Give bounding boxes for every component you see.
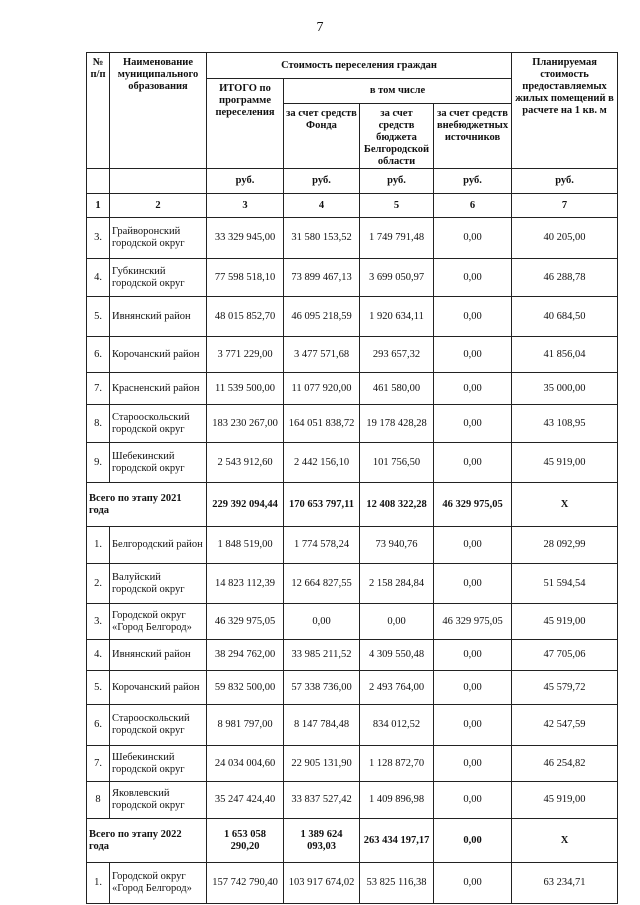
cell-num: 8. bbox=[87, 405, 110, 443]
cell-total: 2 543 912,60 bbox=[207, 443, 284, 483]
column-number: 6 bbox=[434, 194, 512, 218]
header-num: № п/п bbox=[87, 53, 110, 169]
cell-extrabudget: 46 329 975,05 bbox=[434, 483, 512, 527]
cell-fund: 57 338 736,00 bbox=[284, 671, 360, 705]
table-row bbox=[87, 527, 618, 564]
cell-fund: 170 653 797,11 bbox=[284, 483, 360, 527]
table-row bbox=[87, 297, 618, 337]
header-extrabudget: за счет средств внебюджетных источников bbox=[434, 104, 512, 169]
cell-municipality: Белгородский район bbox=[110, 527, 207, 564]
column-number: 4 bbox=[284, 194, 360, 218]
table-row bbox=[87, 705, 618, 746]
cell-planned-price: 51 594,54 bbox=[512, 564, 618, 604]
cell-extrabudget: 0,00 bbox=[434, 297, 512, 337]
unit-cell-empty bbox=[110, 169, 207, 194]
header-fund: за счет средств Фонда bbox=[284, 104, 360, 169]
cell-municipality: Валуйский городской округ bbox=[110, 564, 207, 604]
cell-planned-price: 42 547,59 bbox=[512, 705, 618, 746]
stage-total-row bbox=[87, 483, 618, 527]
cell-fund: 3 477 571,68 bbox=[284, 337, 360, 373]
cell-regional: 12 408 322,28 bbox=[360, 483, 434, 527]
cell-total: 48 015 852,70 bbox=[207, 297, 284, 337]
cell-total: 14 823 112,39 bbox=[207, 564, 284, 604]
cell-planned-price: 40 205,00 bbox=[512, 218, 618, 259]
table-row bbox=[87, 405, 618, 443]
cell-num: 3. bbox=[87, 218, 110, 259]
column-number: 7 bbox=[512, 194, 618, 218]
cell-planned-price: 46 288,78 bbox=[512, 259, 618, 297]
cell-municipality: Яковлевский городской округ bbox=[110, 782, 207, 819]
header-including: в том числе bbox=[284, 79, 512, 104]
cell-regional: 1 920 634,11 bbox=[360, 297, 434, 337]
cell-fund: 164 051 838,72 bbox=[284, 405, 360, 443]
column-number: 1 bbox=[87, 194, 110, 218]
cell-extrabudget: 0,00 bbox=[434, 671, 512, 705]
cell-municipality: Корочанский район bbox=[110, 671, 207, 705]
cell-num: 4. bbox=[87, 259, 110, 297]
header-cost-group: Стоимость переселения граждан bbox=[207, 53, 512, 79]
cell-planned-price: X bbox=[512, 483, 618, 527]
table-row bbox=[87, 640, 618, 671]
cell-total: 157 742 790,40 bbox=[207, 863, 284, 904]
cell-regional: 1 409 896,98 bbox=[360, 782, 434, 819]
cell-municipality: Ивнянский район bbox=[110, 640, 207, 671]
cell-extrabudget: 0,00 bbox=[434, 443, 512, 483]
cell-total: 1 653 058 290,20 bbox=[207, 819, 284, 863]
table-row bbox=[87, 564, 618, 604]
cell-fund: 8 147 784,48 bbox=[284, 705, 360, 746]
cell-num: 8 bbox=[87, 782, 110, 819]
cell-regional: 3 699 050,97 bbox=[360, 259, 434, 297]
table-row bbox=[87, 746, 618, 782]
cell-fund: 73 899 467,13 bbox=[284, 259, 360, 297]
cell-municipality: Старооскольский городской округ bbox=[110, 405, 207, 443]
cell-total: 8 981 797,00 bbox=[207, 705, 284, 746]
cell-regional: 4 309 550,48 bbox=[360, 640, 434, 671]
table-row bbox=[87, 604, 618, 640]
cell-num: 3. bbox=[87, 604, 110, 640]
cell-num: 6. bbox=[87, 705, 110, 746]
cell-extrabudget: 0,00 bbox=[434, 819, 512, 863]
table-row bbox=[87, 443, 618, 483]
cell-fund: 2 442 156,10 bbox=[284, 443, 360, 483]
cell-num: 5. bbox=[87, 671, 110, 705]
cell-total: 59 832 500,00 bbox=[207, 671, 284, 705]
cell-regional: 1 749 791,48 bbox=[360, 218, 434, 259]
cell-extrabudget: 0,00 bbox=[434, 527, 512, 564]
cell-total: 11 539 500,00 bbox=[207, 373, 284, 405]
column-number: 3 bbox=[207, 194, 284, 218]
cell-municipality: Ивнянский район bbox=[110, 297, 207, 337]
table-row bbox=[87, 218, 618, 259]
cell-municipality: Корочанский район bbox=[110, 337, 207, 373]
header-planned-price: Планируемая стоимость предоставляемых жилых помещений в расчете на 1 кв. м bbox=[512, 53, 618, 169]
table-row bbox=[87, 337, 618, 373]
cell-planned-price: 45 919,00 bbox=[512, 782, 618, 819]
cell-total: 35 247 424,40 bbox=[207, 782, 284, 819]
cell-fund: 33 837 527,42 bbox=[284, 782, 360, 819]
stage-total-label: Всего по этапу 2022 года bbox=[87, 819, 207, 863]
cell-regional: 73 940,76 bbox=[360, 527, 434, 564]
cell-num: 5. bbox=[87, 297, 110, 337]
cell-extrabudget: 0,00 bbox=[434, 259, 512, 297]
cell-total: 1 848 519,00 bbox=[207, 527, 284, 564]
unit-label: руб. bbox=[360, 169, 434, 194]
cell-extrabudget: 0,00 bbox=[434, 863, 512, 904]
table-row bbox=[87, 782, 618, 819]
unit-label: руб. bbox=[512, 169, 618, 194]
cell-planned-price: 45 579,72 bbox=[512, 671, 618, 705]
cell-num: 2. bbox=[87, 564, 110, 604]
cell-extrabudget: 0,00 bbox=[434, 405, 512, 443]
unit-label: руб. bbox=[284, 169, 360, 194]
cell-planned-price: 63 234,71 bbox=[512, 863, 618, 904]
cell-extrabudget: 0,00 bbox=[434, 564, 512, 604]
cell-total: 24 034 004,60 bbox=[207, 746, 284, 782]
cell-extrabudget: 46 329 975,05 bbox=[434, 604, 512, 640]
cell-total: 229 392 094,44 bbox=[207, 483, 284, 527]
cell-fund: 0,00 bbox=[284, 604, 360, 640]
cell-fund: 46 095 218,59 bbox=[284, 297, 360, 337]
cell-extrabudget: 0,00 bbox=[434, 373, 512, 405]
cell-municipality: Грайворонский городской округ bbox=[110, 218, 207, 259]
cell-extrabudget: 0,00 bbox=[434, 705, 512, 746]
cell-total: 3 771 229,00 bbox=[207, 337, 284, 373]
cell-fund: 33 985 211,52 bbox=[284, 640, 360, 671]
unit-label: руб. bbox=[207, 169, 284, 194]
cell-extrabudget: 0,00 bbox=[434, 782, 512, 819]
cell-fund: 11 077 920,00 bbox=[284, 373, 360, 405]
cell-num: 4. bbox=[87, 640, 110, 671]
cell-planned-price: 40 684,50 bbox=[512, 297, 618, 337]
header-regional: за счет средств бюджета Белгородской области bbox=[360, 104, 434, 169]
column-number: 5 bbox=[360, 194, 434, 218]
table-row bbox=[87, 259, 618, 297]
column-numbers-row bbox=[87, 194, 618, 218]
cell-regional: 834 012,52 bbox=[360, 705, 434, 746]
cell-planned-price: 45 919,00 bbox=[512, 604, 618, 640]
cell-regional: 263 434 197,17 bbox=[360, 819, 434, 863]
cell-planned-price: 35 000,00 bbox=[512, 373, 618, 405]
cell-extrabudget: 0,00 bbox=[434, 218, 512, 259]
cell-fund: 31 580 153,52 bbox=[284, 218, 360, 259]
cell-total: 38 294 762,00 bbox=[207, 640, 284, 671]
cell-planned-price: 46 254,82 bbox=[512, 746, 618, 782]
page-number: 7 bbox=[316, 20, 324, 35]
column-number: 2 bbox=[110, 194, 207, 218]
cell-num: 6. bbox=[87, 337, 110, 373]
cell-planned-price: 41 856,04 bbox=[512, 337, 618, 373]
cell-fund: 1 774 578,24 bbox=[284, 527, 360, 564]
cell-extrabudget: 0,00 bbox=[434, 640, 512, 671]
resettlement-cost-table bbox=[86, 52, 618, 904]
cell-regional: 2 493 764,00 bbox=[360, 671, 434, 705]
stage-total-label: Всего по этапу 2021 года bbox=[87, 483, 207, 527]
cell-planned-price: 45 919,00 bbox=[512, 443, 618, 483]
cell-fund: 22 905 131,90 bbox=[284, 746, 360, 782]
unit-cell-empty bbox=[87, 169, 110, 194]
cell-regional: 0,00 bbox=[360, 604, 434, 640]
cell-total: 33 329 945,00 bbox=[207, 218, 284, 259]
cell-municipality: Красненский район bbox=[110, 373, 207, 405]
cell-total: 183 230 267,00 bbox=[207, 405, 284, 443]
unit-label: руб. bbox=[434, 169, 512, 194]
header-municipality: Наименование муниципального образования bbox=[110, 53, 207, 169]
cell-regional: 101 756,50 bbox=[360, 443, 434, 483]
cell-municipality: Старооскольский городской округ bbox=[110, 705, 207, 746]
cell-municipality: Городской округ «Город Белгород» bbox=[110, 604, 207, 640]
cell-fund: 1 389 624 093,03 bbox=[284, 819, 360, 863]
cell-num: 7. bbox=[87, 746, 110, 782]
cell-extrabudget: 0,00 bbox=[434, 746, 512, 782]
cell-num: 7. bbox=[87, 373, 110, 405]
table-row bbox=[87, 671, 618, 705]
table-row bbox=[87, 373, 618, 405]
cell-total: 77 598 518,10 bbox=[207, 259, 284, 297]
cell-num: 9. bbox=[87, 443, 110, 483]
cell-planned-price: 43 108,95 bbox=[512, 405, 618, 443]
cell-regional: 1 128 872,70 bbox=[360, 746, 434, 782]
cell-planned-price: 47 705,06 bbox=[512, 640, 618, 671]
cell-total: 46 329 975,05 bbox=[207, 604, 284, 640]
cell-municipality: Губкинский городской округ bbox=[110, 259, 207, 297]
cell-municipality: Шебекинский городской округ bbox=[110, 746, 207, 782]
cell-municipality: Городской округ «Город Белгород» bbox=[110, 863, 207, 904]
cell-planned-price: 28 092,99 bbox=[512, 527, 618, 564]
cell-num: 1. bbox=[87, 863, 110, 904]
cell-fund: 12 664 827,55 bbox=[284, 564, 360, 604]
cell-regional: 461 580,00 bbox=[360, 373, 434, 405]
cell-num: 1. bbox=[87, 527, 110, 564]
cell-planned-price: X bbox=[512, 819, 618, 863]
stage-total-row bbox=[87, 819, 618, 863]
cell-regional: 19 178 428,28 bbox=[360, 405, 434, 443]
cell-regional: 53 825 116,38 bbox=[360, 863, 434, 904]
cell-regional: 2 158 284,84 bbox=[360, 564, 434, 604]
cell-fund: 103 917 674,02 bbox=[284, 863, 360, 904]
table-row bbox=[87, 863, 618, 904]
cell-regional: 293 657,32 bbox=[360, 337, 434, 373]
cell-municipality: Шебекинский городской округ bbox=[110, 443, 207, 483]
header-total: ИТОГО по программе переселения bbox=[207, 79, 284, 169]
cell-extrabudget: 0,00 bbox=[434, 337, 512, 373]
